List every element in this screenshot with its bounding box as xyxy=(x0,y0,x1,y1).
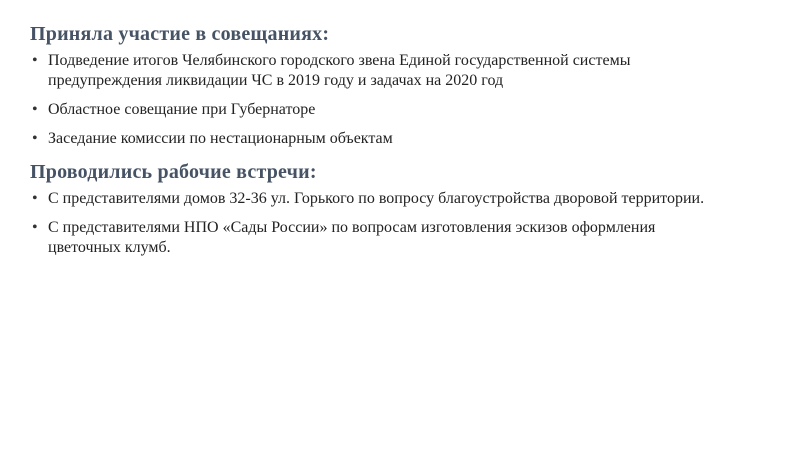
list-item-text: С представителями домов 32-36 ул. Горького по вопросу благоустройства дворовой территории. xyxy=(48,190,705,207)
section-heading-meetings: Приняла участие в совещаниях: xyxy=(30,23,330,45)
list-item xyxy=(30,51,730,91)
meetings-list xyxy=(30,51,730,149)
bullet-icon: • xyxy=(32,130,38,147)
bullet-icon: • xyxy=(32,101,38,118)
list-item xyxy=(30,100,730,120)
section-heading-working-meetings: Проводились рабочие встречи: xyxy=(30,161,317,183)
bullet-icon: • xyxy=(32,219,38,236)
bullet-icon: • xyxy=(32,190,38,207)
bullet-icon: • xyxy=(32,52,38,69)
list-item-text: Заседание комиссии по нестационарным объектам xyxy=(48,130,393,147)
list-item xyxy=(30,129,730,149)
list-item xyxy=(30,189,730,209)
list-item xyxy=(30,218,730,258)
list-item-text: Областное совещание при Губернаторе xyxy=(48,101,316,118)
slide-content xyxy=(30,20,730,267)
working-meetings-list xyxy=(30,189,730,258)
list-item-text: Подведение итогов Челябинского городского звена Единой государственной системы предупреждения ликвидации ЧС в 2019 году и задачах на 2020 год xyxy=(48,52,631,89)
list-item-text: С представителями НПО «Сады России» по вопросам изготовления эскизов оформления цветочных клумб. xyxy=(48,219,656,256)
